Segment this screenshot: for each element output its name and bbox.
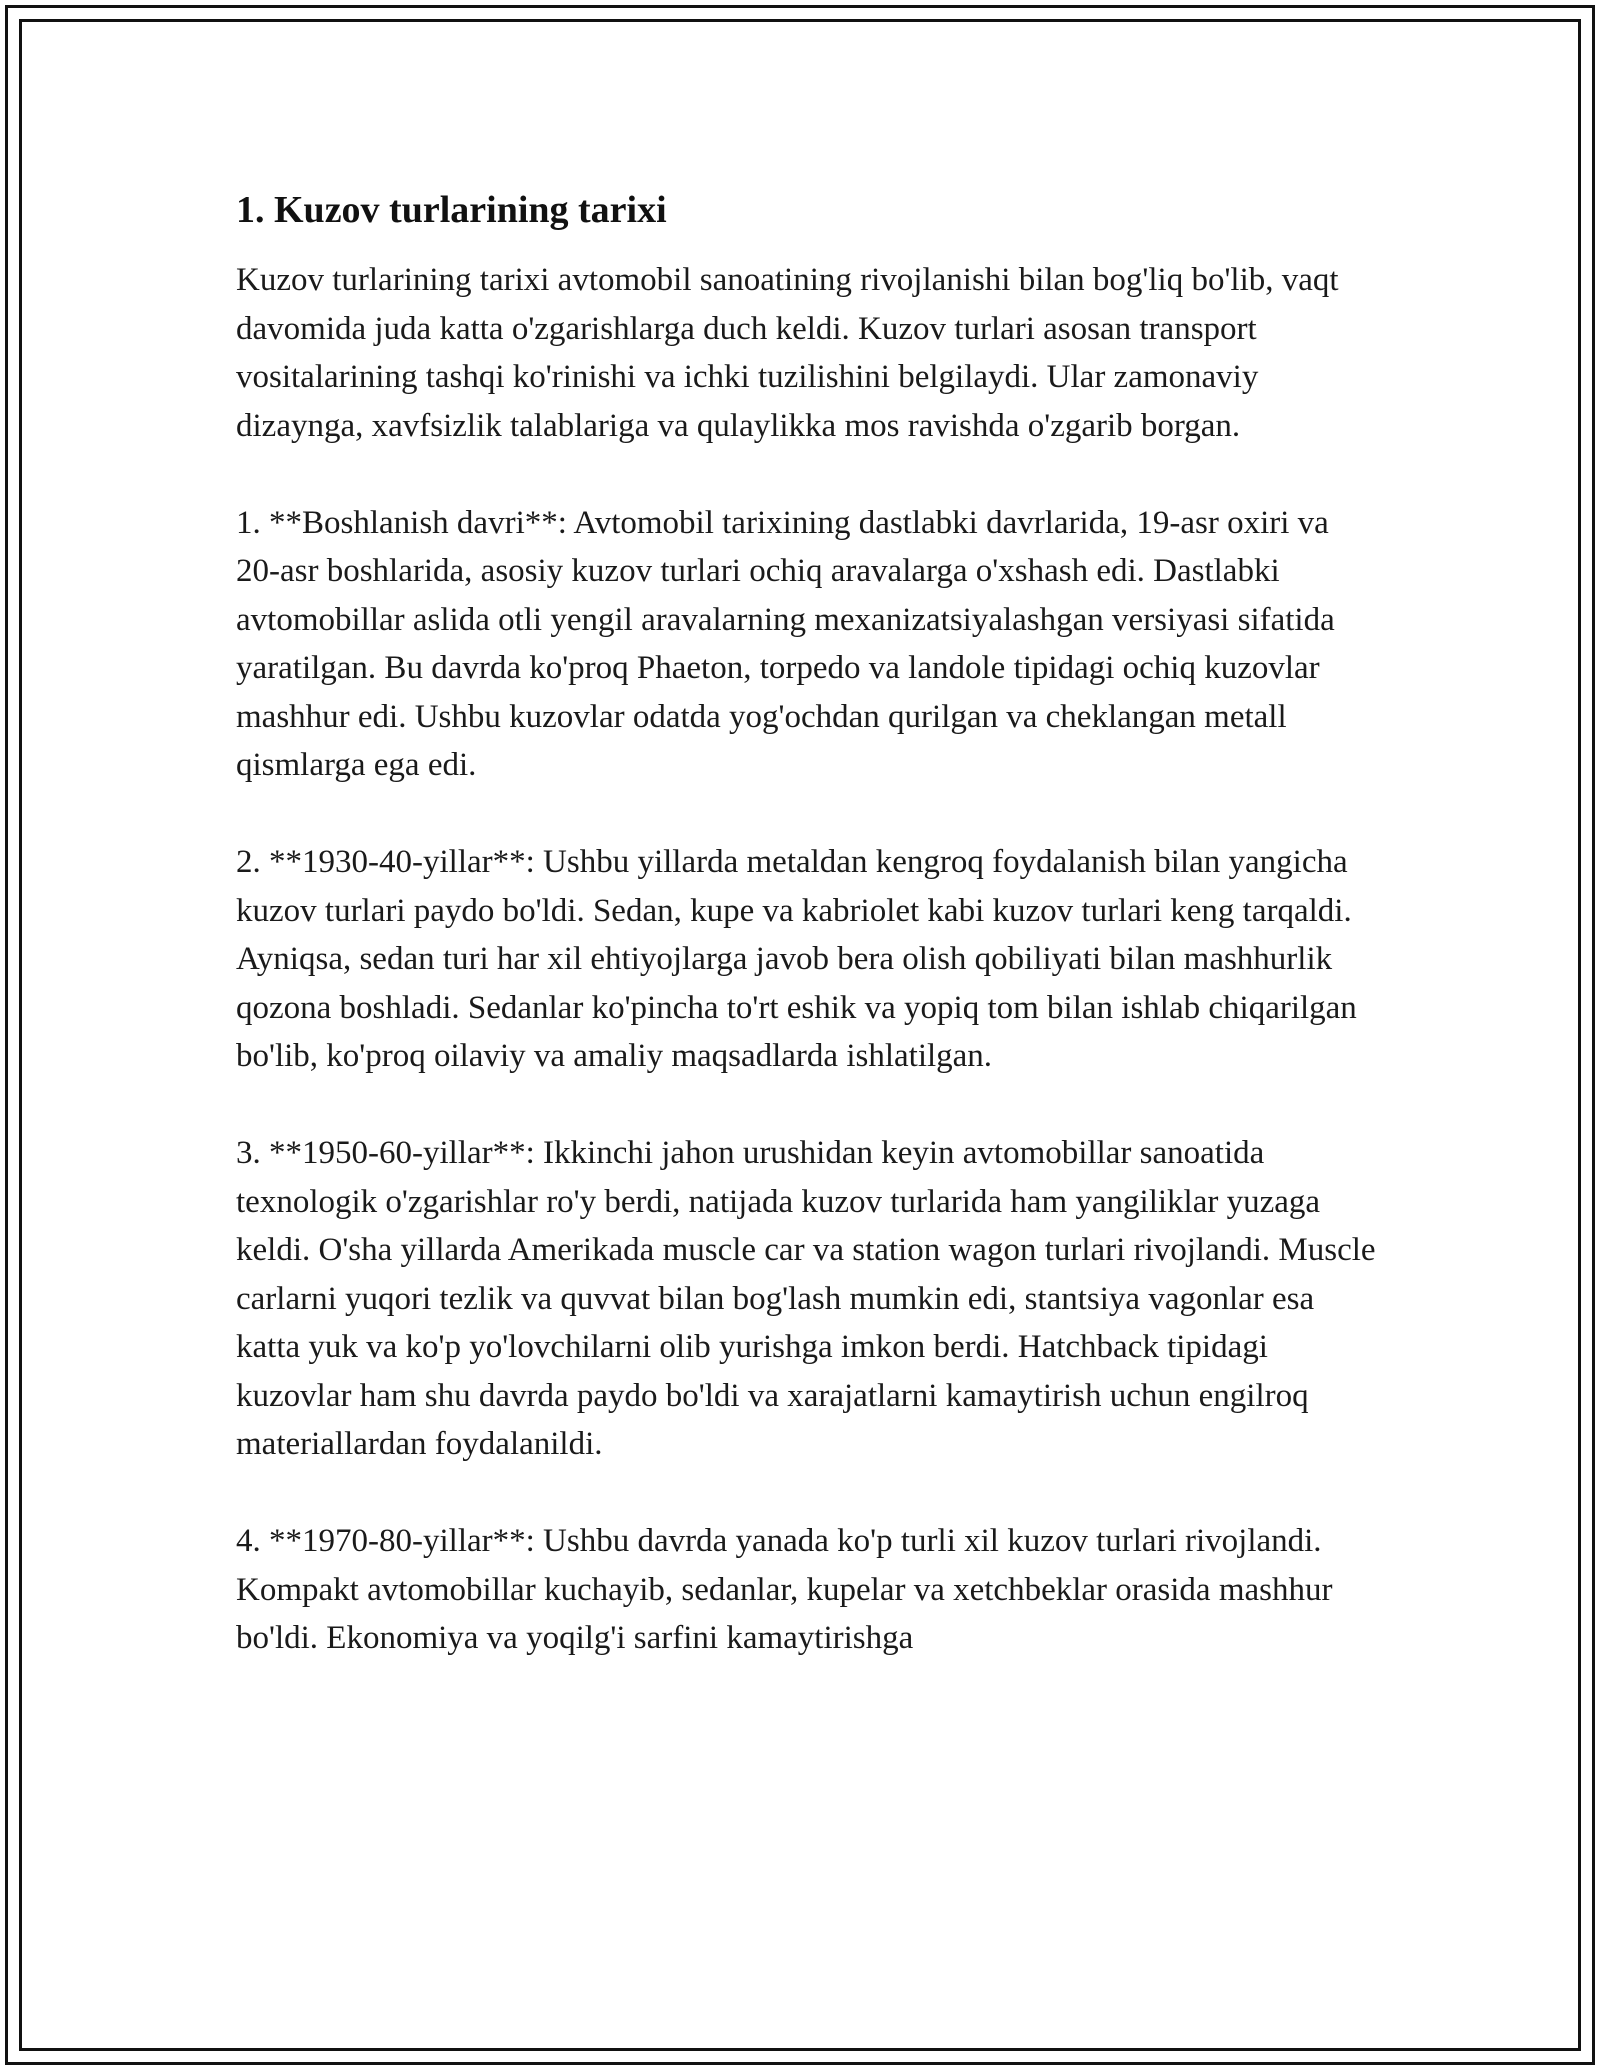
intro-paragraph: Kuzov turlarining tarixi avtomobil sanoatining rivojlanishi bilan bog'liq bo'lib, vaqt davomida juda katta o'zgarishlarga duch keldi. Kuzov turlari asosan transport vositalarining tashqi ko'rinishi va ichki tuzilishini belgilaydi. Ular zamonaviy dizaynga, xavfsizlik talablariga va qulaylikka mos ravishda o'zgarib borgan. bbox=[236, 262, 1339, 444]
paragraph-boshlanish-davri: 1. **Boshlanish davri**: Avtomobil tarixining dastlabki davrlarida, 19-asr oxiri va 20-asr boshlarida, asosiy kuzov turlari ochiq aravalarga o'xshash edi. Dastlabki avtomobillar aslida otli yengil aravalarning mexanizatsiyalashgan versiyasi sifatida yaratilgan. Bu davrda ko'proq Phaeton, torpedo va landole tipidagi ochiq kuzovlar mashhur edi. Ushbu kuzovlar odatda yog'ochdan qurilgan va cheklangan metall qismlarga ega edi. bbox=[236, 504, 1335, 783]
section-heading: 1. Kuzov turlarining tarixi bbox=[236, 189, 667, 231]
document-body bbox=[236, 186, 1376, 1711]
paragraph-1950-60: 3. **1950-60-yillar**: Ikkinchi jahon urushidan keyin avtomobillar sanoatida texnologik o'zgarishlar ro'y berdi, natijada kuzov turlarida ham yangiliklar yuzaga keldi. O'sha yillarda Amerikada muscle car va station wagon turlari rivojlandi. Muscle carlarni yuqori tezlik va quvvat bilan bog'lash mumkin edi, stantsiya vagonlar esa katta yuk va ko'p yo'lovchilarni olib yurishga imkon berdi. Hatchback tipidagi kuzovlar ham shu davrda paydo bo'ldi va xarajatlarni kamaytirish uchun engilroq materiallardan foydalanildi. bbox=[236, 1135, 1376, 1462]
paragraph-1930-40: 2. **1930-40-yillar**: Ushbu yillarda metaldan kengroq foydalanish bilan yangicha kuzov turlari paydo bo'ldi. Sedan, kupe va kabriolet kabi kuzov turlari keng tarqaldi. Ayniqsa, sedan turi har xil ehtiyojlarga javob bera olish qobiliyati bilan mashhurlik qozona boshladi. Sedanlar ko'pincha to'rt eshik va yopiq tom bilan ishlab chiqarilgan bo'lib, ko'proq oilaviy va amaliy maqsadlarda ishlatilgan. bbox=[236, 844, 1357, 1074]
paragraph-1970-80: 4. **1970-80-yillar**: Ushbu davrda yanada ko'p turli xil kuzov turlari rivojlandi. Kompakt avtomobillar kuchayib, sedanlar, kupelar va xetchbeklar orasida mashhur bo'ldi. Ekonomiya va yoqilg'i sarfini kamaytirishga bbox=[236, 1523, 1333, 1656]
